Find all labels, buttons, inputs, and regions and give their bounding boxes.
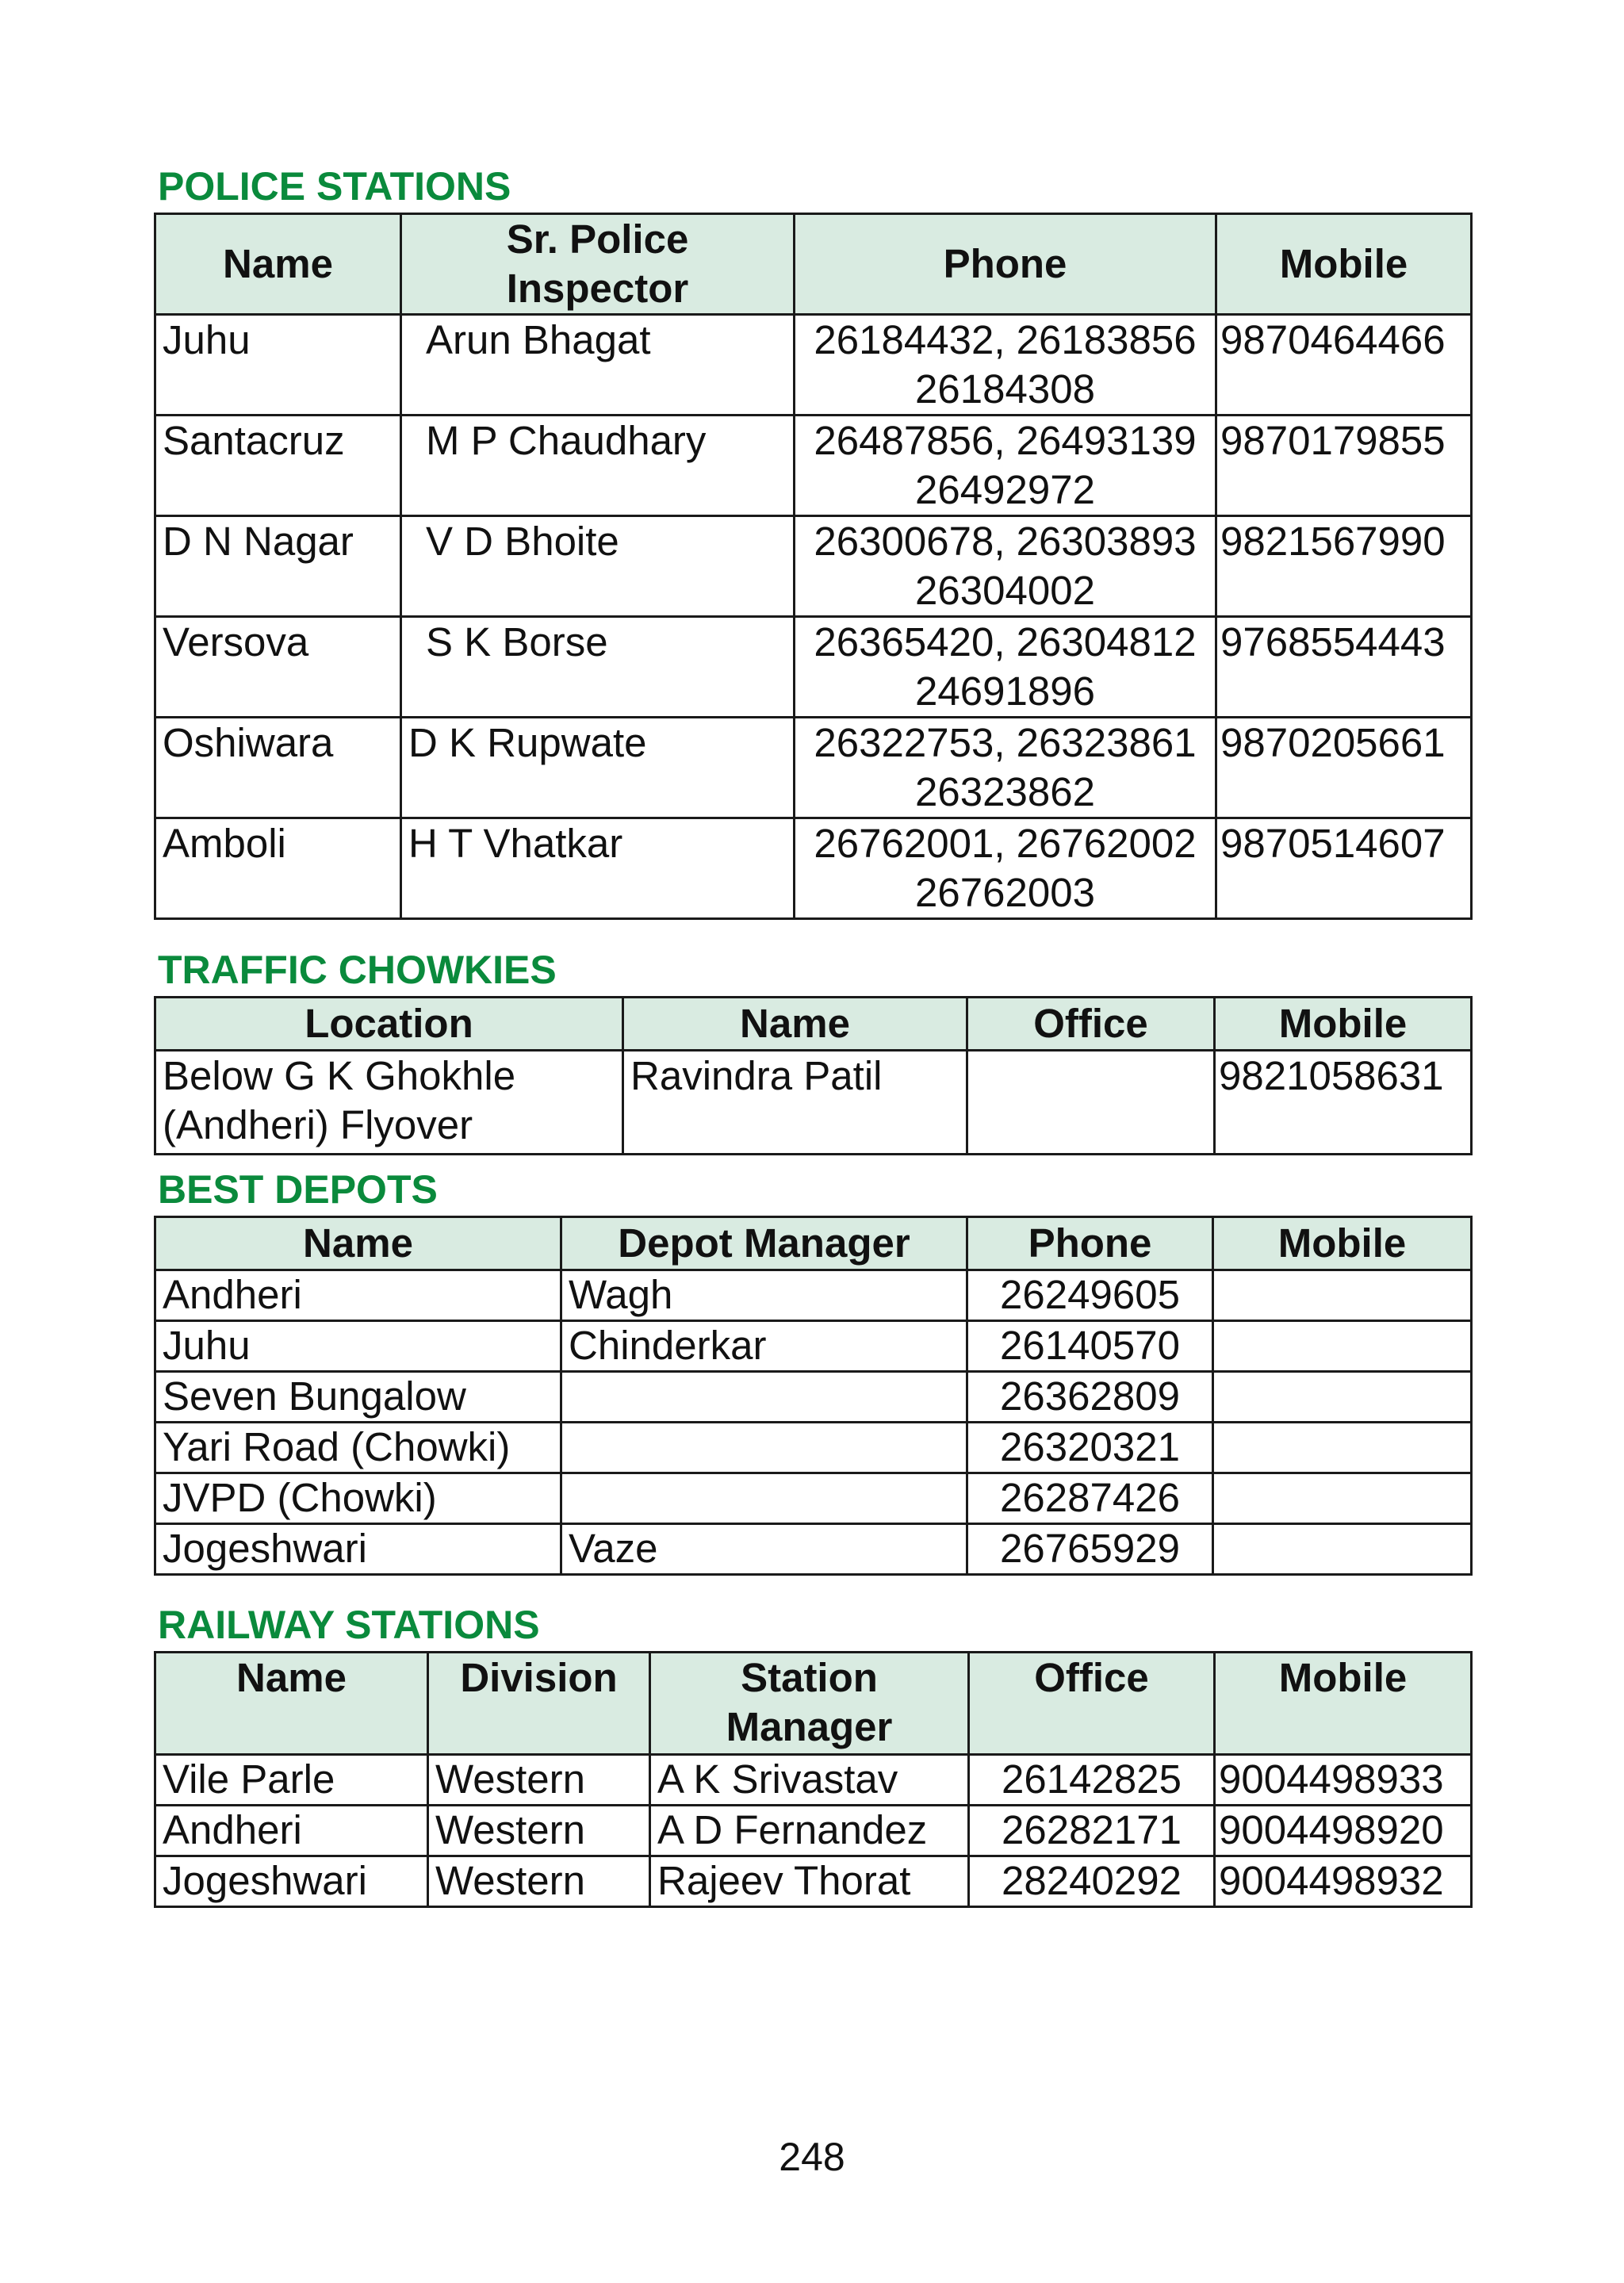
cell-mobile: 9870179855 — [1216, 416, 1472, 516]
cell-name: Yari Road (Chowki) — [155, 1423, 561, 1473]
police-stations-section — [154, 163, 1470, 920]
table-row — [155, 516, 1472, 617]
cell-phone: 26365420, 26304812 24691896 — [795, 617, 1216, 718]
cell-phone: 26300678, 26303893 26304002 — [795, 516, 1216, 617]
cell-mobile — [1213, 1372, 1472, 1423]
table-row — [155, 1051, 1472, 1155]
cell-station-manager: A K Srivastav — [650, 1755, 969, 1806]
cell-mobile — [1213, 1423, 1472, 1473]
table-row — [155, 1372, 1472, 1423]
traffic-chowkies-table — [154, 996, 1473, 1155]
cell-phone: 26320321 — [967, 1423, 1213, 1473]
cell-depot-manager — [561, 1372, 967, 1423]
table-header-row — [155, 214, 1472, 315]
cell-name: Amboli — [155, 818, 401, 919]
table-row — [155, 1524, 1472, 1575]
cell-mobile: 9870464466 — [1216, 315, 1472, 416]
cell-inspector: S K Borse — [401, 617, 795, 718]
cell-inspector: Arun Bhagat — [401, 315, 795, 416]
cell-mobile — [1213, 1321, 1472, 1372]
cell-mobile: 9004498920 — [1215, 1806, 1472, 1856]
header-inspector: Sr. Police Inspector — [401, 214, 795, 315]
cell-inspector: H T Vhatkar — [401, 818, 795, 919]
cell-phone: 26762001, 26762002 26762003 — [795, 818, 1216, 919]
cell-name: Juhu — [155, 1321, 561, 1372]
cell-mobile — [1213, 1524, 1472, 1575]
cell-depot-manager — [561, 1423, 967, 1473]
traffic-chowkies-section — [154, 947, 1470, 1155]
cell-division: Western — [428, 1806, 650, 1856]
cell-phone: 26322753, 26323861 26323862 — [795, 718, 1216, 818]
table-row — [155, 1270, 1472, 1321]
cell-inspector: M P Chaudhary — [401, 416, 795, 516]
cell-name: Jogeshwari — [155, 1856, 428, 1907]
cell-inspector: V D Bhoite — [401, 516, 795, 617]
cell-office: 26282171 — [969, 1806, 1215, 1856]
header-depot-manager: Depot Manager — [561, 1217, 967, 1270]
section-title: RAILWAY STATIONS — [158, 1603, 540, 1647]
cell-division: Western — [428, 1755, 650, 1806]
cell-station-manager: Rajeev Thorat — [650, 1856, 969, 1907]
cell-name: Juhu — [155, 315, 401, 416]
table-row — [155, 416, 1472, 516]
cell-mobile: 9768554443 — [1216, 617, 1472, 718]
cell-phone: 26184432, 26183856 26184308 — [795, 315, 1216, 416]
table-row — [155, 1806, 1472, 1856]
cell-office: 26142825 — [969, 1755, 1215, 1806]
cell-phone: 26287426 — [967, 1473, 1213, 1524]
railway-stations-section — [154, 1602, 1470, 1908]
cell-name: Santacruz — [155, 416, 401, 516]
best-depots-section — [154, 1166, 1470, 1576]
header-name: Name — [155, 1217, 561, 1270]
cell-phone: 26249605 — [967, 1270, 1213, 1321]
section-title: TRAFFIC CHOWKIES — [158, 948, 557, 992]
header-name: Name — [155, 214, 401, 315]
cell-depot-manager: Chinderkar — [561, 1321, 967, 1372]
header-mobile: Mobile — [1215, 998, 1472, 1051]
table-row — [155, 718, 1472, 818]
cell-depot-manager: Wagh — [561, 1270, 967, 1321]
cell-division: Western — [428, 1856, 650, 1907]
cell-depot-manager: Vaze — [561, 1524, 967, 1575]
cell-name: Oshiwara — [155, 718, 401, 818]
table-row — [155, 1473, 1472, 1524]
table-row — [155, 1321, 1472, 1372]
table-header-row — [155, 1217, 1472, 1270]
header-office: Office — [967, 998, 1215, 1051]
cell-office — [967, 1051, 1215, 1155]
header-mobile: Mobile — [1215, 1653, 1472, 1755]
header-phone: Phone — [795, 214, 1216, 315]
cell-location: Below G K Ghokhle (Andheri) Flyover — [155, 1051, 623, 1155]
cell-mobile — [1213, 1473, 1472, 1524]
cell-phone: 26487856, 26493139 26492972 — [795, 416, 1216, 516]
header-location: Location — [155, 998, 623, 1051]
header-mobile: Mobile — [1213, 1217, 1472, 1270]
cell-phone: 26765929 — [967, 1524, 1213, 1575]
cell-mobile: 9004498932 — [1215, 1856, 1472, 1907]
table-row — [155, 617, 1472, 718]
cell-depot-manager — [561, 1473, 967, 1524]
header-name: Name — [155, 1653, 428, 1755]
cell-mobile: 9870205661 — [1216, 718, 1472, 818]
cell-mobile: 9004498933 — [1215, 1755, 1472, 1806]
cell-phone: 26362809 — [967, 1372, 1213, 1423]
cell-name: Ravindra Patil — [623, 1051, 967, 1155]
section-title: BEST DEPOTS — [158, 1167, 438, 1212]
page-number: 248 — [779, 2135, 845, 2179]
cell-name: JVPD (Chowki) — [155, 1473, 561, 1524]
cell-mobile: 9821567990 — [1216, 516, 1472, 617]
table-row — [155, 1856, 1472, 1907]
best-depots-table — [154, 1216, 1473, 1576]
table-row — [155, 818, 1472, 919]
header-station-manager: Station Manager — [650, 1653, 969, 1755]
section-title: POLICE STATIONS — [158, 164, 511, 209]
table-row — [155, 315, 1472, 416]
cell-mobile — [1213, 1270, 1472, 1321]
header-mobile: Mobile — [1216, 214, 1472, 315]
cell-name: Andheri — [155, 1270, 561, 1321]
header-division: Division — [428, 1653, 650, 1755]
header-phone: Phone — [967, 1217, 1213, 1270]
cell-station-manager: A D Fernandez — [650, 1806, 969, 1856]
header-office: Office — [969, 1653, 1215, 1755]
cell-name: Andheri — [155, 1806, 428, 1856]
cell-name: Jogeshwari — [155, 1524, 561, 1575]
table-header-row — [155, 1653, 1472, 1755]
cell-name: Vile Parle — [155, 1755, 428, 1806]
cell-name: Seven Bungalow — [155, 1372, 561, 1423]
cell-name: D N Nagar — [155, 516, 401, 617]
cell-mobile: 9821058631 — [1215, 1051, 1472, 1155]
header-name: Name — [623, 998, 967, 1051]
table-row — [155, 1423, 1472, 1473]
cell-inspector: D K Rupwate — [401, 718, 795, 818]
cell-phone: 26140570 — [967, 1321, 1213, 1372]
cell-name: Versova — [155, 617, 401, 718]
police-stations-table — [154, 213, 1473, 920]
railway-stations-table — [154, 1651, 1473, 1908]
cell-mobile: 9870514607 — [1216, 818, 1472, 919]
table-row — [155, 1755, 1472, 1806]
table-header-row — [155, 998, 1472, 1051]
cell-office: 28240292 — [969, 1856, 1215, 1907]
